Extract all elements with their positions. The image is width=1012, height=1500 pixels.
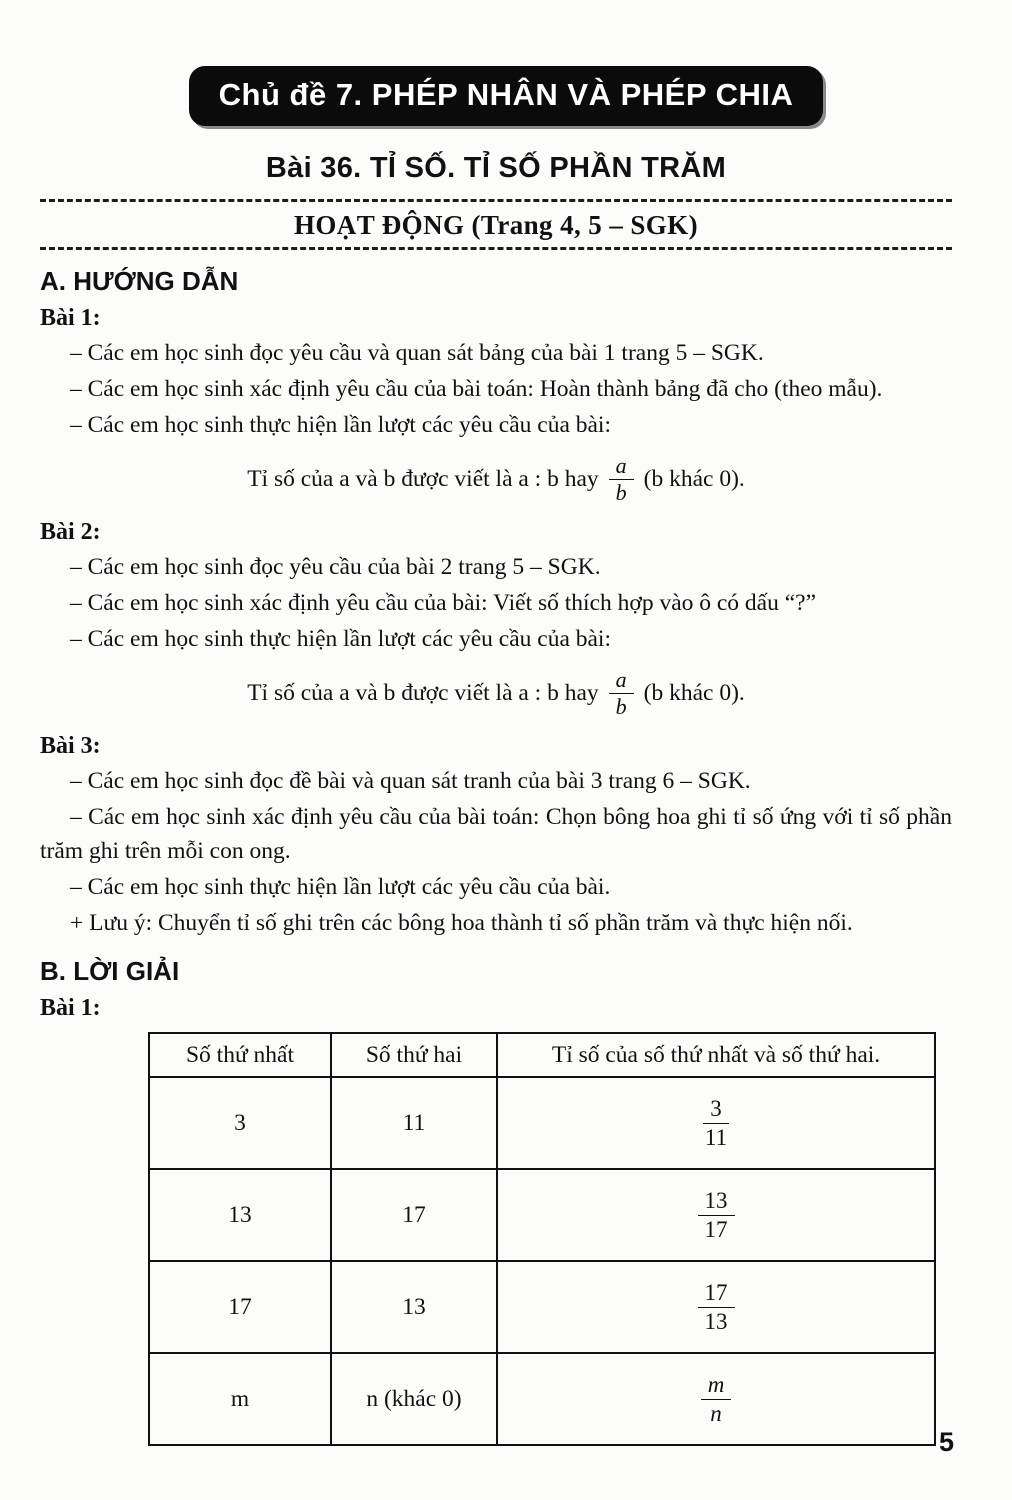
page-content [0,152,1012,1446]
dashed-divider-top [40,199,952,202]
header-first-number: Số thứ nhất [149,1033,331,1077]
bai3-bullet-3: – Các em học sinh thực hiện lần lượt các yêu cầu của bài. [70,874,611,900]
fraction-numerator: a [609,454,634,480]
header-ratio: Tỉ số của số thứ nhất và số thứ hai. [497,1033,935,1077]
bai1-label: Bài 1: [40,305,101,331]
bai3-bullet-2: – Các em học sinh xác định yêu cầu của bài toán: Chọn bông hoa ghi tỉ số ứng với tỉ số phần trăm ghi trên mỗi con ong. [40,804,952,864]
fraction-numerator: a [609,668,634,694]
cell-second-number: 11 [331,1077,497,1169]
cell-first-number: 17 [149,1261,331,1353]
table-row [149,1261,935,1353]
result-table-wrap [148,1032,952,1446]
cell-second-number: 17 [331,1169,497,1261]
fraction-denominator: 17 [704,1216,728,1242]
cell-first-number: 3 [149,1077,331,1169]
result-table [148,1032,936,1446]
bai2-bullet-1: – Các em học sinh đọc yêu cầu của bài 2 trang 5 – SGK. [70,554,601,580]
bai2-formula-text-before: Tỉ số của a và b được viết là a : b hay [247,680,599,706]
bai2-bullet-2: – Các em học sinh xác định yêu cầu của bài: Viết số thích hợp vào ô có dấu “?” [70,590,817,616]
ratio-fraction [698,1280,735,1335]
cell-ratio [497,1261,935,1353]
cell-first-number: m [149,1353,331,1445]
chapter-banner: Chủ đề 7. PHÉP NHÂN VÀ PHÉP CHIA [189,66,824,126]
fraction-denominator: 13 [704,1308,728,1334]
table-row [149,1169,935,1261]
header-second-number: Số thứ hai [331,1033,497,1077]
dashed-divider-bottom [40,247,952,250]
cell-ratio [497,1077,935,1169]
fraction-numerator: m [701,1372,732,1400]
fraction-numerator: 13 [698,1188,735,1216]
page-number: 5 [938,1427,954,1457]
fraction-denominator: b [615,694,627,719]
section-b-bai1-label: Bài 1: [40,995,101,1021]
table-header-row [149,1033,935,1077]
fraction-a-over-b [609,454,634,505]
table-row [149,1077,935,1169]
cell-ratio [497,1353,935,1445]
bai2-label: Bài 2: [40,519,101,545]
bai1-bullet-1: – Các em học sinh đọc yêu cầu và quan sát bảng của bài 1 trang 5 – SGK. [70,340,764,366]
chapter-banner-wrap [0,0,1012,126]
bai3-bullet-1: – Các em học sinh đọc đề bài và quan sát tranh của bài 3 trang 6 – SGK. [70,768,751,794]
bai3-label: Bài 3: [40,733,101,759]
cell-ratio [497,1169,935,1261]
fraction-denominator: b [615,480,627,505]
fraction-numerator: 3 [703,1096,729,1124]
section-a-heading: A. HƯỚNG DẪN [40,266,239,296]
table-row [149,1353,935,1445]
ratio-fraction [701,1372,732,1427]
lesson-title: Bài 36. TỈ SỐ. TỈ SỐ PHẦN TRĂM [265,152,727,184]
section-b-heading: B. LỜI GIẢI [40,956,180,986]
bai2-formula [40,668,952,719]
cell-second-number: n (khác 0) [331,1353,497,1445]
bai1-bullet-3: – Các em học sinh thực hiện lần lượt các yêu cầu của bài: [70,412,611,438]
fraction-denominator: n [710,1400,722,1426]
bai2-bullet-3: – Các em học sinh thực hiện lần lượt các yêu cầu của bài: [70,626,611,652]
bai2-formula-text-after: (b khác 0). [643,680,745,706]
fraction-a-over-b [609,668,634,719]
bai1-formula [40,454,952,505]
bai1-bullet-2: – Các em học sinh xác định yêu cầu của bài toán: Hoàn thành bảng đã cho (theo mẫu). [70,376,883,402]
ratio-fraction [698,1188,735,1243]
bai1-formula-text-after: (b khác 0). [643,466,745,492]
cell-second-number: 13 [331,1261,497,1353]
fraction-denominator: 11 [704,1124,728,1150]
ratio-fraction [703,1096,729,1151]
bai1-formula-text-before: Tỉ số của a và b được viết là a : b hay [247,466,599,492]
cell-first-number: 13 [149,1169,331,1261]
fraction-numerator: 17 [698,1280,735,1308]
activity-heading: HOẠT ĐỘNG (Trang 4, 5 – SGK) [294,210,698,240]
bai3-note: + Lưu ý: Chuyển tỉ số ghi trên các bông hoa thành tỉ số phần trăm và thực hiện nối. [70,910,853,936]
